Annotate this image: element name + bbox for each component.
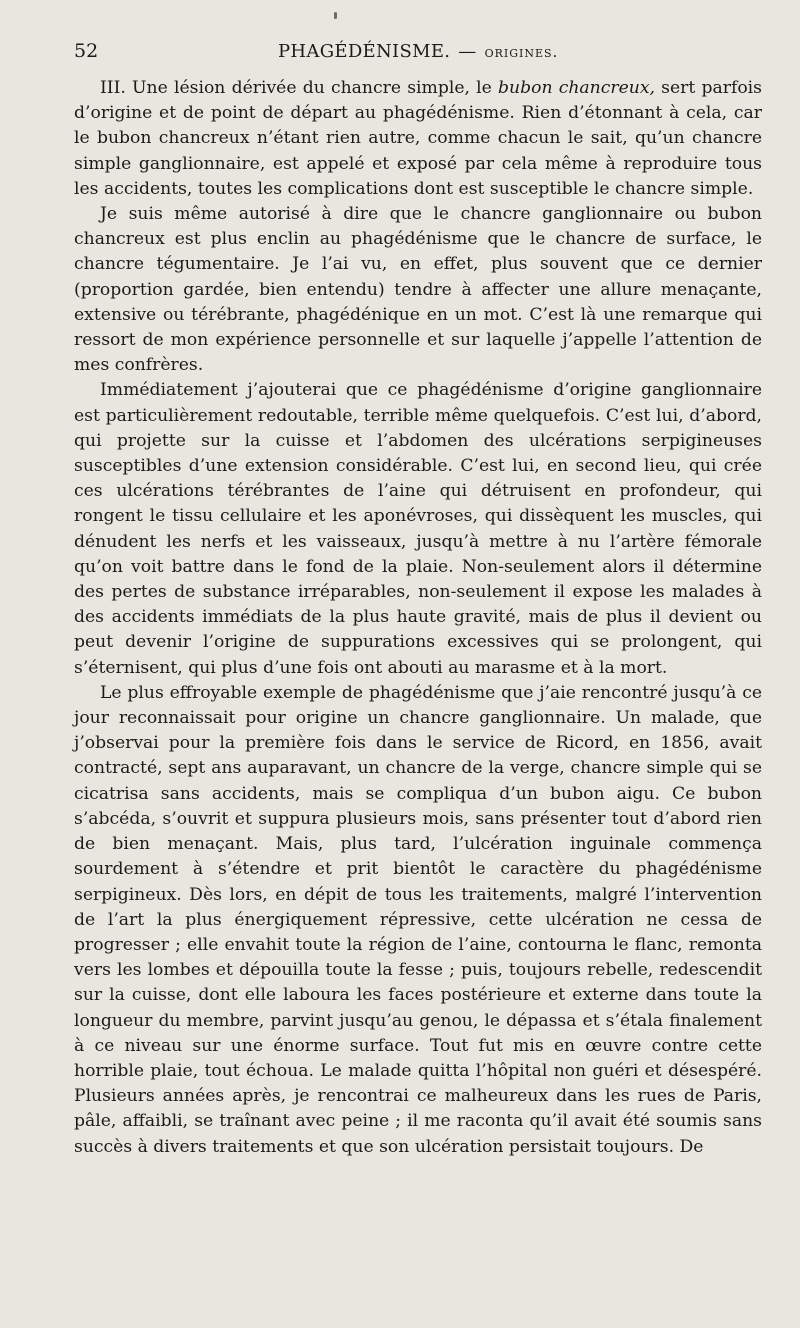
paragraph-4: Le plus effroyable exemple de phagédénisme que j’aie rencontré jusqu’à ce jour reconnaissait pour origine un chancre ganglionnaire. Un malade, que j’observai pour la première fois dans le service de Ricord, en 1856, avait contracté, sept ans auparavant, un chancre de la verge, chancre simple qui se cicatrisa sans accidents, mais se compliqua d’un bubon aigu. Ce bubon s’abcéda, s’ouvrit et suppura plusieurs mois, sans présenter tout d’abord rien de bien menaçant. Mais, plus tard, l’ulcération inguinale commença sourdement à s’étendre et prit bientôt le caractère du phagédénisme serpigineux. Dès lors, en dépit de tous les traitements, malgré l’intervention de l’art la plus énergiquement répressive, cette ulcération ne cessa de progresser ; elle envahit toute la région de l’aine, contourna le flanc, remonta vers les lombes et dépouilla toute la fesse ; puis, toujours rebelle, redescendit sur la cuisse, dont elle laboura les faces postérieure et externe dans toute la longueur du membre, parvint jusqu’au genou, le dépassa et s’étala finalement à ce niveau sur une énorme surface. Tout fut mis en œuvre contre cette horrible plaie, tout échoua. Le malade quitta l’hôpital non guéri et désespéré. Plusieurs années après, je rencontrai ce malheureux dans les rues de Paris, pâle, affaibli, se traînant avec peine ; il me raconta qu’il avait été soumis sans succès à divers traitements et que son ulcération persistait toujours. De [74, 682, 762, 1157]
body-text [74, 76, 762, 1160]
running-title [278, 41, 558, 62]
paragraph-1 [74, 76, 762, 202]
paragraph-1-start: III. Une lésion dérivée du chancre simple, le [100, 78, 499, 98]
page-number: 52 [74, 40, 99, 62]
ink-speck [334, 12, 337, 19]
title-dash: — [458, 41, 477, 62]
paragraph-1-rest: sert parfois d’origine et de point de départ au phagédénisme. Rien d’étonnant à cela, car le bubon chancreux n’étant rien autre, comme chacun le sait, qu’un chancre simple ganglionnaire, est appelé et exposé par cela même à reproduire tous les accidents, toutes les complications dont est susceptible le chancre simple. [74, 78, 762, 199]
paragraph-3: Immédiatement j’ajouterai que ce phagédénisme d’origine ganglionnaire est particulièrement redoutable, terrible même quelquefois. C’est lui, d’abord, qui projette sur la cuisse et l’abdomen des ulcérations serpigineuses susceptibles d’une extension considérable. C’est lui, en second lieu, qui crée ces ulcérations térébrantes de l’aine qui détruisent en profondeur, qui rongent le tissu cellulaire et les aponévroses, qui dissèquent les muscles, qui dénudent les nerfs et les vaisseaux, jusqu’à mettre à nu l’artère fémorale qu’on voit battre dans le fond de la plaie. Non-seulement alors il détermine des pertes de substance irréparables, non-seulement il expose les malades à des accidents immédiats de la plus haute gravité, mais de plus il devient ou peut devenir l’origine de suppurations excessives qui se prolongent, qui s’éternisent, qui plus d’une fois ont abouti au marasme et à la mort. [74, 380, 762, 678]
chapter-title: PHAGÉDÉNISME. [278, 41, 451, 62]
section-title: origines. [484, 43, 559, 61]
paragraph-1-emphasis: bubon chancreux, [498, 78, 655, 98]
paragraph-2: Je suis même autorisé à dire que le chancre ganglionnaire ou bubon chancreux est plus enclin au phagédénisme que le chancre de surface, le chancre tégumentaire. Je l’ai vu, en effet, plus souvent que ce dernier (proportion gardée, bien entendu) tendre à affecter une allure menaçante, extensive ou térébrante, phagédénique en un mot. C’est là une remarque qui ressort de mon expérience personnelle et sur laquelle j’appelle l’attention de mes confrères. [74, 204, 762, 376]
running-header [74, 40, 762, 70]
